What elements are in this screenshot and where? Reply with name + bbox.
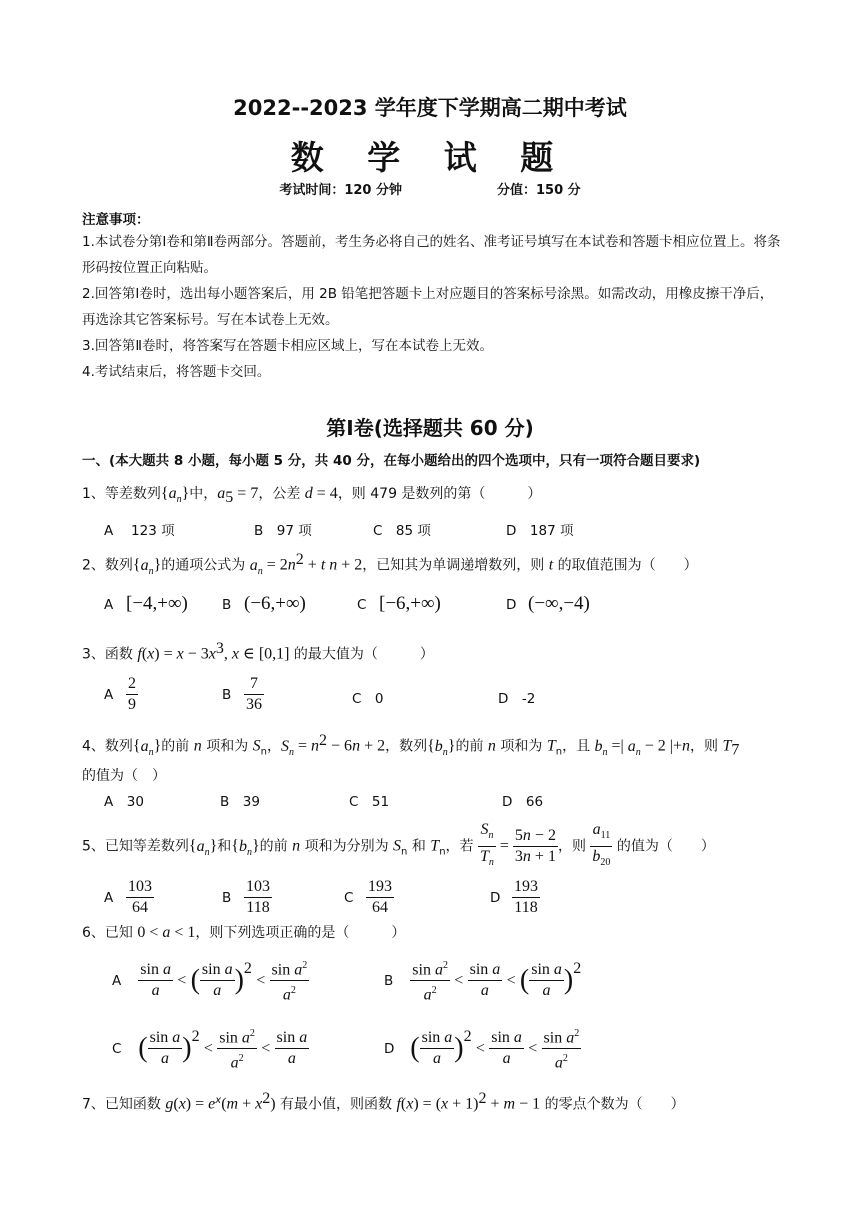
- q1-option-c[interactable]: C 85 项: [373, 523, 431, 539]
- q5-option-b[interactable]: B $\frac{103}{118}$: [222, 878, 270, 916]
- q1-option-b[interactable]: B 97 项: [254, 523, 312, 539]
- q2-option-d[interactable]: D (−∞,−4): [506, 593, 590, 614]
- note-item: 3.回答第Ⅱ卷时，将答案写在答题卡相应区域上，写在本试卷上无效。: [82, 338, 494, 354]
- q5-option-c[interactable]: C $\frac{193}{64}$: [344, 878, 392, 916]
- q6-option-a[interactable]: A $\frac{\text{sin a}}{a}$ < ( $\frac{\text{sin a}}{a}$ )$^2$ < $\frac{\sin a^2}{a^2}$: [112, 956, 309, 1006]
- q3-option-a[interactable]: A $\frac{2}{9}$: [104, 675, 136, 713]
- q2-option-b[interactable]: B (−6,+∞): [222, 593, 306, 614]
- section-title: 第Ⅰ卷(选择题共 60 分): [326, 416, 534, 440]
- exam-score: 分值：150 分: [497, 183, 581, 198]
- q3-option-d[interactable]: D -2: [498, 691, 536, 707]
- q1-option-d[interactable]: D 187 项: [506, 523, 574, 539]
- q6-option-b[interactable]: B $\frac{\sin a^2}{a^2}$ < $\frac{\text{sin a}}{a}$ < ( $\frac{\text{sin a}}{a}$ )$^2$: [384, 956, 581, 1006]
- q6-option-d[interactable]: D ( $\frac{\text{sin a}}{a}$ )$^2$ < $\frac{\text{sin a}}{a}$ < $\frac{\sin a^2}{a^2}$: [384, 1024, 581, 1074]
- q4-option-c[interactable]: C 51: [349, 794, 390, 810]
- question-4-stem: 4、数列$\{a_n\}$的前 n 项和为 $S_n$，$S_n = n^2 - 6n + 2$，数列$\{b_n\}$的前 n 项和为 $T_n$，且 $b_n$ =| $a_n - 2$ |+n，则 $T_7$: [82, 732, 740, 759]
- note-item: 2.回答第Ⅰ卷时，选出每小题答案后，用 2B 铅笔把答题卡上对应题目的答案标号涂黑。如需改动，用橡皮擦干净后，再选涂其它答案标号。写在本试卷上无效。: [82, 286, 774, 328]
- exam-time: 考试时间：120 分钟: [279, 183, 402, 198]
- q5-option-a[interactable]: A $\frac{103}{64}$: [104, 878, 152, 916]
- exam-title: 2022--2023 学年度下学期高二期中考试: [233, 96, 627, 120]
- q3-option-b[interactable]: B $\frac{7}{36}$: [222, 675, 262, 713]
- question-4-stem-cont: 的值为（ ）: [82, 768, 166, 784]
- question-1-stem: 1、等差数列$\{a_n\}$中，$a_5 = 7$，公差 d = 4，则 479 是数列的第（ ）: [82, 485, 542, 506]
- notes-heading: 注意事项：: [82, 212, 150, 228]
- question-6-stem: 6、已知 0 < a < 1，则下列选项正确的是（ ）: [82, 924, 406, 941]
- q2-option-a[interactable]: A [−4,+∞): [104, 593, 188, 614]
- q1-option-a[interactable]: A 123 项: [104, 523, 175, 539]
- q2-option-c[interactable]: C [−6,+∞): [357, 593, 441, 614]
- notes-list: [82, 229, 782, 385]
- question-3-stem: 3、函数 $f(x) = x - 3x^3$, x ∈ [0,1] 的最大值为（ ）: [82, 640, 434, 663]
- subject-title: 数 学 试 题: [290, 138, 570, 177]
- q6-option-c[interactable]: C ( $\frac{\text{sin a}}{a}$ )$^2$ < $\frac{\sin a^2}{a^2}$ < $\frac{\text{sin a}}{a}$: [112, 1024, 309, 1074]
- q4-option-a[interactable]: A 30: [104, 794, 144, 810]
- question-7-stem: 7、已知函数 $g(x) = e^x(m + x^2)$ 有最小值，则函数 $f(x) = (x + 1)^2 + m - 1$ 的零点个数为（ ）: [82, 1090, 685, 1113]
- note-item: 4.考试结束后，将答题卡交回。: [82, 364, 271, 380]
- question-5-stem: 5、已知等差数列$\{a_n\}$和$\{b_n\}$的前 n 项和为分别为 $S_n$ 和 $T_n$，若 $\frac{S_n}{T_n}$ = $\frac{5n - 2}{3n + 1}$ ，则 $\frac{a_{11}}{b_{20}}$ 的值为（ ）: [82, 821, 715, 869]
- q5-option-d[interactable]: D $\frac{193}{118}$: [490, 878, 538, 916]
- question-2-stem: 2、数列$\{a_n\}$的通项公式为 $a_n = 2n^2 + t$ n + 2，已知其为单调递增数列，则 t 的取值范围为（ ）: [82, 551, 698, 577]
- section-instruction: 一、(本大题共 8 小题，每小题 5 分，共 40 分，在每小题给出的四个选项中，只有一项符合题目要求): [82, 453, 701, 469]
- exam-meta: [0, 179, 860, 198]
- note-item: 1.本试卷分第Ⅰ卷和第Ⅱ卷两部分。答题前，考生务必将自己的姓名、准考证号填写在本试卷和答题卡相应位置上。将条形码按位置正向粘贴。: [82, 234, 781, 276]
- q4-option-d[interactable]: D 66: [502, 794, 544, 810]
- q4-option-b[interactable]: B 39: [220, 794, 260, 810]
- q3-option-c[interactable]: C 0: [352, 691, 384, 707]
